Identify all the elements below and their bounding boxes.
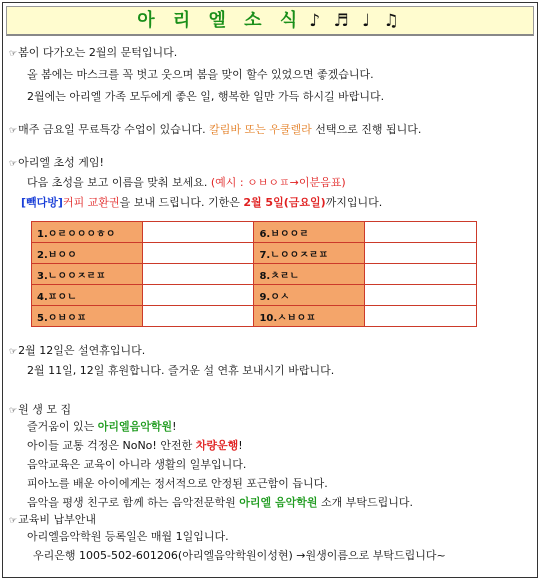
recruit-line-5 [27,495,413,511]
holiday-line: 2월 11일, 12일 휴원합니다. 즐거운 설 연휴 보내시기 바랍니다. [27,364,335,377]
recruit-text-5: 음악을 평생 친구로 함께 하는 음악전문학원 [27,496,240,509]
instrument-choice: 칼림바 또는 우쿨렐라 [209,123,312,136]
chosung-quiz-table [31,221,477,327]
quiz-question: 4.ㅍㅇㄴ [32,285,143,306]
holiday-heading: 2월 12일은 설연휴입니다. [18,344,146,357]
recruit-line-1 [27,419,177,435]
quiz-row [32,285,477,306]
pointing-hand-icon: ☞ [9,516,18,526]
tuition-heading: 교육비 납부안내 [18,513,96,526]
quiz-question: 7.ㄴㅇㅇㅈㄹㅍ [254,243,365,264]
recruit-line-4: 피아노를 배운 아이에게는 정서적으로 안정된 포근함이 듭니다. [27,477,328,490]
quiz-question: 10.ㅅㅂㅇㅍ [254,306,365,327]
quiz-question: 2.ㅂㅇㅇ [32,243,143,264]
music-notes-icon: ♪ ♬ ♩ ♫ [309,11,403,31]
section-recruit [9,402,71,419]
quiz-row [32,222,477,243]
recruit-text-2: 아이들 교통 걱정은 NoNo! 안전한 [27,439,196,452]
quiz-answer-cell[interactable] [142,285,254,306]
quiz-answer-cell[interactable] [365,285,477,306]
recruit-text-1-end: ! [172,420,177,433]
recruit-text-1: 즐거움이 있는 [27,420,98,433]
quiz-question: 6.ㅂㅇㅇㄹ [254,222,365,243]
quiz-question: 9.ㅇㅅ [254,285,365,306]
quiz-question: 3.ㄴㅇㅇㅈㄹㅍ [32,264,143,285]
quiz-answer-cell[interactable] [142,264,254,285]
quiz-answer-cell[interactable] [365,264,477,285]
quiz-question: 1.ㅇㄹㅇㅇㅇㅎㅇ [32,222,143,243]
spring-heading: 봄이 다가오는 2월의 문턱입니다. [18,46,178,59]
title-banner [6,6,534,36]
deadline-suffix: 까지입니다. [325,196,383,209]
pointing-hand-icon: ☞ [9,406,18,416]
recruit-text-2-end: ! [238,439,243,452]
deadline-date: 2월 5일(금요일) [243,196,326,209]
tuition-line-2: 우리은행 1005-502-601206(아리엘음악학원이성현) →원생이름으로 부탁드립니다~ [33,549,446,562]
game-line-2 [21,195,382,211]
academy-name: 아리엘음악학원 [97,420,173,433]
quiz-row [32,306,477,327]
game-instructions: 다음 초성을 보고 이름을 맞춰 보세요. [27,176,211,189]
free-class-suffix: 선택으로 진행 됩니다. [311,123,422,136]
quiz-question: 8.ㅊㄹㄴ [254,264,365,285]
recruit-line-2 [27,438,243,454]
quiz-answer-cell[interactable] [365,222,477,243]
prize-name: 커피 교환권 [62,196,120,209]
recruit-heading: 원 생 모 집 [18,403,72,416]
quiz-question: 5.ㅇㅂㅇㅍ [32,306,143,327]
section-game [9,155,104,172]
pointing-hand-icon: ☞ [9,159,18,169]
prize-brand: [빽다방] [21,196,63,209]
section-free-class [9,122,421,139]
academy-name-2: 아리엘 음악학원 [239,496,318,509]
quiz-row [32,243,477,264]
quiz-answer-cell[interactable] [142,306,254,327]
pointing-hand-icon: ☞ [9,49,18,59]
pointing-hand-icon: ☞ [9,126,18,136]
section-tuition [9,512,96,529]
pointing-hand-icon: ☞ [9,347,18,357]
quiz-answer-cell[interactable] [142,222,254,243]
quiz-answer-cell[interactable] [365,306,477,327]
page-title: 아 리 엘 소 식 [137,10,304,31]
recruit-line-3: 음악교육은 교육이 아니라 생활의 일부입니다. [27,458,247,471]
quiz-answer-cell[interactable] [142,243,254,264]
spring-line-2: 2월에는 아리엘 가족 모두에게 좋은 일, 행복한 일만 가득 하시길 바랍니다. [27,90,385,103]
spring-line-1: 올 봄에는 마스크를 꼭 벗고 웃으며 봄을 맞이 할수 있었으면 좋겠습니다. [27,68,374,81]
shuttle-service: 차량운행 [195,439,239,452]
newsletter-frame [2,2,538,578]
game-example: (예시 : ㅇㅂㅇㅍ→이분음표) [210,176,346,189]
section-holiday [9,343,145,360]
recruit-text-5-end: 소개 부탁드립니다. [317,496,413,509]
tuition-line-1: 아리엘음악학원 등록일은 매월 1일입니다. [27,530,229,543]
section-spring [9,45,177,62]
free-class-text: 매주 금요일 무료특강 수업이 있습니다. [18,123,210,136]
quiz-row [32,264,477,285]
quiz-answer-cell[interactable] [365,243,477,264]
game-line-1 [27,175,346,191]
game-heading: 아리엘 초성 게임! [18,156,104,169]
prize-text: 을 보내 드립니다. 기한은 [119,196,244,209]
